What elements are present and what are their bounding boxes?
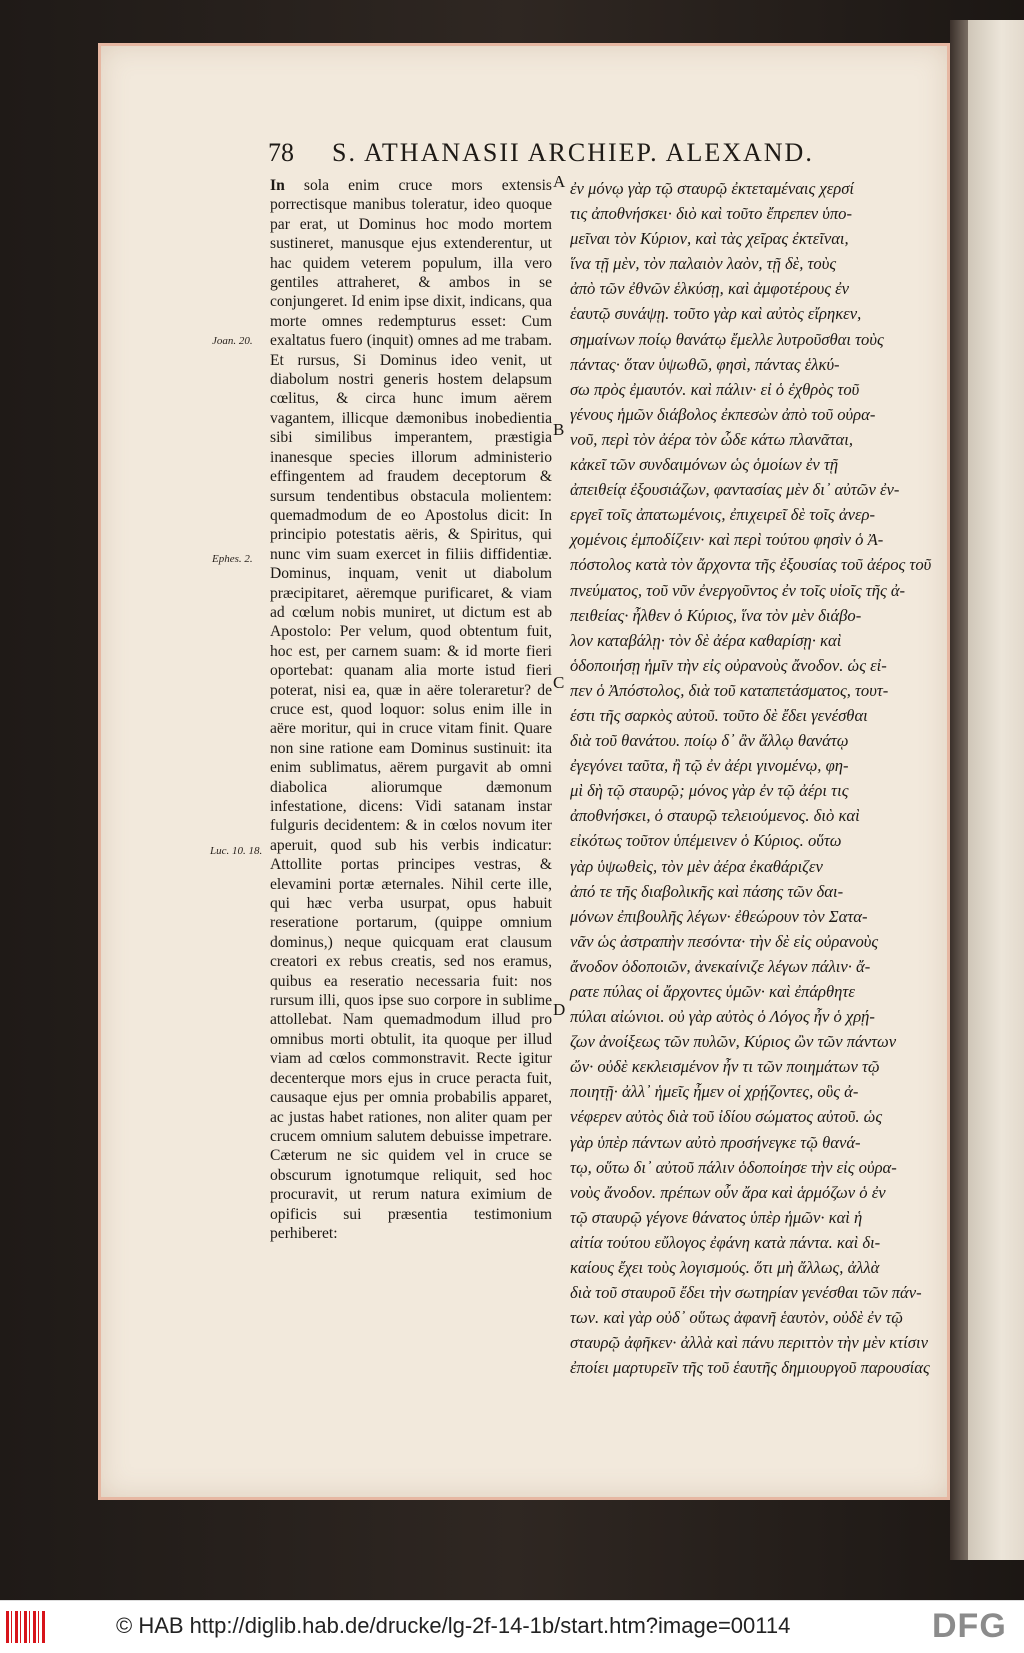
greek-line: ἵνα τῇ μὲν, τὸν παλαιὸν λαὸν, τῇ δὲ, τοὺς (570, 254, 837, 274)
greek-line: μὶ δὴ τῷ σταυρῷ; μόνος γὰρ ἐν τῷ ἀέρι τις (570, 781, 849, 801)
section-letter-c: C (553, 673, 565, 692)
greek-line: πειθείας· ἦλθεν ὁ Κύριος, ἵνα τὸν μὲν διάβο- (570, 605, 862, 625)
greek-line: πνεύματος, τοῦ νῦν ἐνεργοῦντος ἐν τοῖς υἱοῖς τῆς ἀ- (570, 580, 906, 600)
greek-line: νέφερεν αὐτὸς διὰ τοῦ ἰδίου σώματος αὐτοῦ. ὡς (570, 1107, 883, 1127)
greek-line: διὰ τοῦ σταυροῦ ἔδει τὴν σωτηρίαν γενέσθαι τῶν πάν- (570, 1283, 922, 1303)
latin-lead-word: In (270, 177, 285, 194)
latin-column (270, 176, 552, 1306)
margin-note-ephes: Ephes. 2. (212, 553, 253, 565)
greek-line: πύλαι αἰώνιοι. οὐ γὰρ αὐτὸς ὁ Λόγος ἦν ὁ χρῄ- (570, 1007, 875, 1027)
facing-page-edge (968, 20, 1024, 1560)
greek-line: σταυρῷ ἀφῆκεν· ἀλλὰ καὶ πάνυ περιττὸν τὴν μὲν κτίσιν (570, 1333, 928, 1353)
page-title: S. ATHANASII ARCHIEP. ALEXAND. (332, 138, 814, 167)
page-number: 78 (268, 138, 294, 167)
greek-line: ἀποθνήσκει, ὁ σταυρῷ τελειούμενος. διὸ καὶ (570, 806, 860, 826)
margin-note-luc: Luc. 10. 18. (210, 845, 263, 857)
greek-line: ἐν μόνῳ γὰρ τῷ σταυρῷ ἐκτεταμέναις χερσί (570, 179, 855, 198)
greek-line: καίους ἔχει τοὺς λογισμούς. ὅτι μὴ ἄλλως, ἀλλὰ (570, 1258, 880, 1278)
greek-line: ὤν· οὐδὲ κεκλεισμένον ἦν τι τῶν ποιημάτων τῷ (570, 1057, 880, 1077)
source-link[interactable]: © HAB http://diglib.hab.de/drucke/lg-2f-14-1b/start.htm?image=00114 (116, 1613, 791, 1638)
greek-line: πεν ὁ Ἀπόστολος, διὰ τοῦ καταπετάσματος, τουτ- (570, 680, 889, 700)
greek-column (570, 176, 932, 1378)
greek-line: ζων ἀνοίξεως τῶν πυλῶν, Κύριος ὢν τῶν πάντων (570, 1032, 897, 1052)
section-letter-b: B (553, 420, 565, 439)
greek-line: τῷ σταυρῷ γέγονε θάνατος ὑπὲρ ἡμῶν· καὶ ἡ (570, 1207, 863, 1227)
latin-text: sola enim cruce mors extensis porrectisque manibus toleratur, ideo quoque par erat, ut Dominus hoc modo mortem sustineret, manusque ejus extenderentur, ut hac quidem veterem populum, illa vero gentiles attraheret, & ambos in se conjungeret. Id enim ipse dixit, indicans, qua morte omnes redempturus esset: Cum exaltatus fuero (inquit) omnes ad me trabam. Et rursus, Si Dominus ideo venit, ut diabolum nostri generis hostem delapsum cœlitus, & circa hunc imum aërem vagantem, illicque dæmonibus inobedientia sibi similibus imperantem, præstigia inanesque species illorum administerio effingentem ad fraudem deceptorum & sursum tendentibus obstacula molientem: quemadmodum de eo Apostolus dicit: In principio potestatis aëris, & Spiritus, qui nunc vim suam exercet in filiis diffidentiæ. Dominus, inquam, venit ut diabolum præcipitaret, aëremque purificaret, & viam ad cœlum nobis muniret, ut dictum est ab Apostolo: Per velum, quod obtentum fuit, hoc est, per carnem suam: & id morte fieri oportebat: quanam alia morte istud fieri poterat, nisi ea, quæ in aëre toleraretur? de cruce est, quod loquor: solus enim ille in aëre moritur, qui in cruce vitam finit. Quare non sine ratione eam Dominus sustinuit: ita enim sublimatus, aërem purgavit ab omni diabolica aliorumque dæmonum infestatione, dicens: Vidi satanam instar fulguris decidentem: & in cœlos novum iter aperuit, quod sub his verbis indicatur: Attollite portas principes vestras, & elevamini portæ æternales. Nihil certe ille, qui hæc verba usurpat, opus habuit reseratione portarum, (quippe omnium dominus,) neque quicquam erat clausum creatori ex rebus creatis, sed nos eramus, quibus ea reseratio necessaria fuit: nos rursum illi, quos ipse suo corpore in sublime attollebat. Nam quemadmodum illud pro omnibus morti obtulit, ita quoque per illud viam ad cœlos commonstravit. Recte igitur decenterque mors ejus in cruce peracta fuit, causaque ejus per omnia probabilis apparet, ac justas habet rationes, non aliter quam per crucem omnium salutem debuisse impetrare. Cæterum ne sic quidem vel in cruce se obscurum ignotumque reliquit, sed hoc procuravit, ut rerum natura eximium de opificis sui præsentia testimonium perhiberet: (270, 177, 552, 1242)
greek-line: κἀκεῖ τῶν συνδαιμόνων ὡς ὁμοίων ἐν τῇ (570, 455, 839, 475)
greek-line: μεῖναι τὸν Κύριον, καὶ τὰς χεῖρας ἐκτεῖναι, (570, 229, 849, 249)
greek-line: νοῦ, περὶ τὸν ἀέρα τὸν ὧδε κάτω πλανᾶται, (570, 429, 854, 449)
greek-line: λον καταβάλῃ· τὸν δὲ ἀέρα καθαρίσῃ· καὶ (570, 630, 842, 650)
greek-line: εἰκότως τοῦτον ὑπέμεινεν ὁ Κύριος. οὕτω (570, 831, 842, 851)
margin-note-joan: Joan. 20. (212, 335, 253, 347)
section-letter-a: A (553, 172, 566, 191)
greek-line: των. καὶ γὰρ οὐδ᾽ οὕτως ἀφανῆ ἑαυτὸν, οὐδὲ ἐν τῷ (570, 1308, 903, 1328)
greek-line: ἀπό τε τῆς διαβολικῆς καὶ πάσης τῶν δαι- (570, 881, 844, 901)
greek-line: ἑαυτῷ συνάψῃ. τοῦτο γὰρ καὶ αὐτὸς εἴρηκεν, (570, 304, 862, 324)
greek-line: πάντας· ὅταν ὑψωθῶ, φησὶ, πάντας ἑλκύ- (570, 354, 840, 374)
running-head (268, 138, 828, 168)
section-letter-d: D (553, 1000, 566, 1019)
greek-line: ἀπὸ τῶν ἐθνῶν ἑλκύσῃ, καὶ ἀμφοτέρους ἐν (570, 279, 850, 299)
greek-line: γὰρ ὑψωθεὶς, τὸν μὲν ἀέρα ἐκαθάριζεν (570, 856, 823, 876)
greek-line: πόστολος κατὰ τὸν ἄρχοντα τῆς ἐξουσίας τοῦ ἀέρος τοῦ (570, 555, 932, 575)
viewer-footer (0, 1600, 1024, 1653)
greek-line: ρατε πύλας οἱ ἄρχοντες ὑμῶν· καὶ ἐπάρθητε (570, 982, 855, 1001)
greek-line: μόνων ἐπιβουλῆς λέγων· ἐθεώρουν τὸν Σατα- (570, 906, 868, 926)
greek-line: νᾶν ὡς ἀστραπὴν πεσόντα· τὴν δὲ εἰς οὐρανοὺς (570, 931, 879, 951)
greek-line: διὰ τοῦ θανάτου. ποίῳ δ᾽ ἂν ἄλλῳ θανάτῳ (570, 731, 849, 751)
greek-line: αἰτία τούτου εὔλογος ἐφάνη κατὰ πάντα. καὶ δι- (570, 1232, 881, 1252)
book-gutter (950, 20, 968, 1560)
greek-line: νοὺς ἄνοδον. πρέπων οὖν ἄρα καὶ ἁρμόζων ὁ ἐν (570, 1182, 886, 1202)
greek-line: τις ἀποθνήσκει· διὸ καὶ τοῦτο ἔπρεπεν ὑπο- (570, 204, 853, 224)
greek-line: ποιητῇ· ἀλλ᾽ ἡμεῖς ἦμεν οἱ χρῄζοντες, οὓς ἀ- (570, 1082, 859, 1102)
greek-line: χομένοις ἐμποδίζειν· καὶ περὶ τούτου φησὶν ὁ Ἀ- (570, 530, 884, 550)
greek-line: ἐποίει μαρτυρεῖν τῆς τοῦ ἑαυτῆς δημιουργοῦ παρουσίας (570, 1358, 930, 1378)
greek-line: εργεῖ τοῖς ἀπατωμένοις, ἐπιχειρεῖ δὲ τοῖς ἀνερ- (570, 505, 876, 525)
greek-line: έστι τῆς σαρκὸς αὐτοῦ. τοῦτο δὲ ἔδει γενέσθαι (570, 705, 868, 725)
greek-line: ὁδοποιήσῃ ἡμῖν τὴν εἰς οὐρανοὺς ἄνοδον. ὡς εἰ- (570, 655, 887, 675)
greek-line: ἄνοδον ὁδοποιῶν, ἀνεκαίνιζε λέγων πάλιν· ἄ- (570, 956, 871, 976)
latin-paragraph (270, 176, 552, 1243)
greek-line: ἀπειθείᾳ ἐξουσιάζων, φαντασίας μὲν δι᾽ αὐτῶν ἐν- (570, 480, 900, 500)
greek-line: σω πρὸς ἐμαυτόν. καὶ πάλιν· εἰ ὁ ἐχθρὸς τοῦ (570, 379, 860, 399)
greek-line: γένους ἡμῶν διάβολος ἐκπεσὼν ἀπὸ τοῦ οὐρα- (570, 404, 876, 424)
greek-line: γὰρ ὑπὲρ πάντων αὐτὸ προσήνεγκε τῷ θανά- (570, 1132, 861, 1152)
dfg-logo: DFG (932, 1607, 1007, 1645)
greek-line: τῳ, οὕτω δι᾽ αὐτοῦ πάλιν ὁδοποίησε τὴν εἰς οὐρα- (570, 1157, 897, 1177)
greek-line: ἐγεγόνει ταῦτα, ἢ τῷ ἐν ἀέρι γινομένῳ, φη- (570, 756, 849, 776)
greek-line: σημαίνων ποίῳ θανάτῳ ἔμελλε λυτροῦσθαι τοὺς (570, 329, 884, 349)
hab-logo (6, 1611, 46, 1643)
